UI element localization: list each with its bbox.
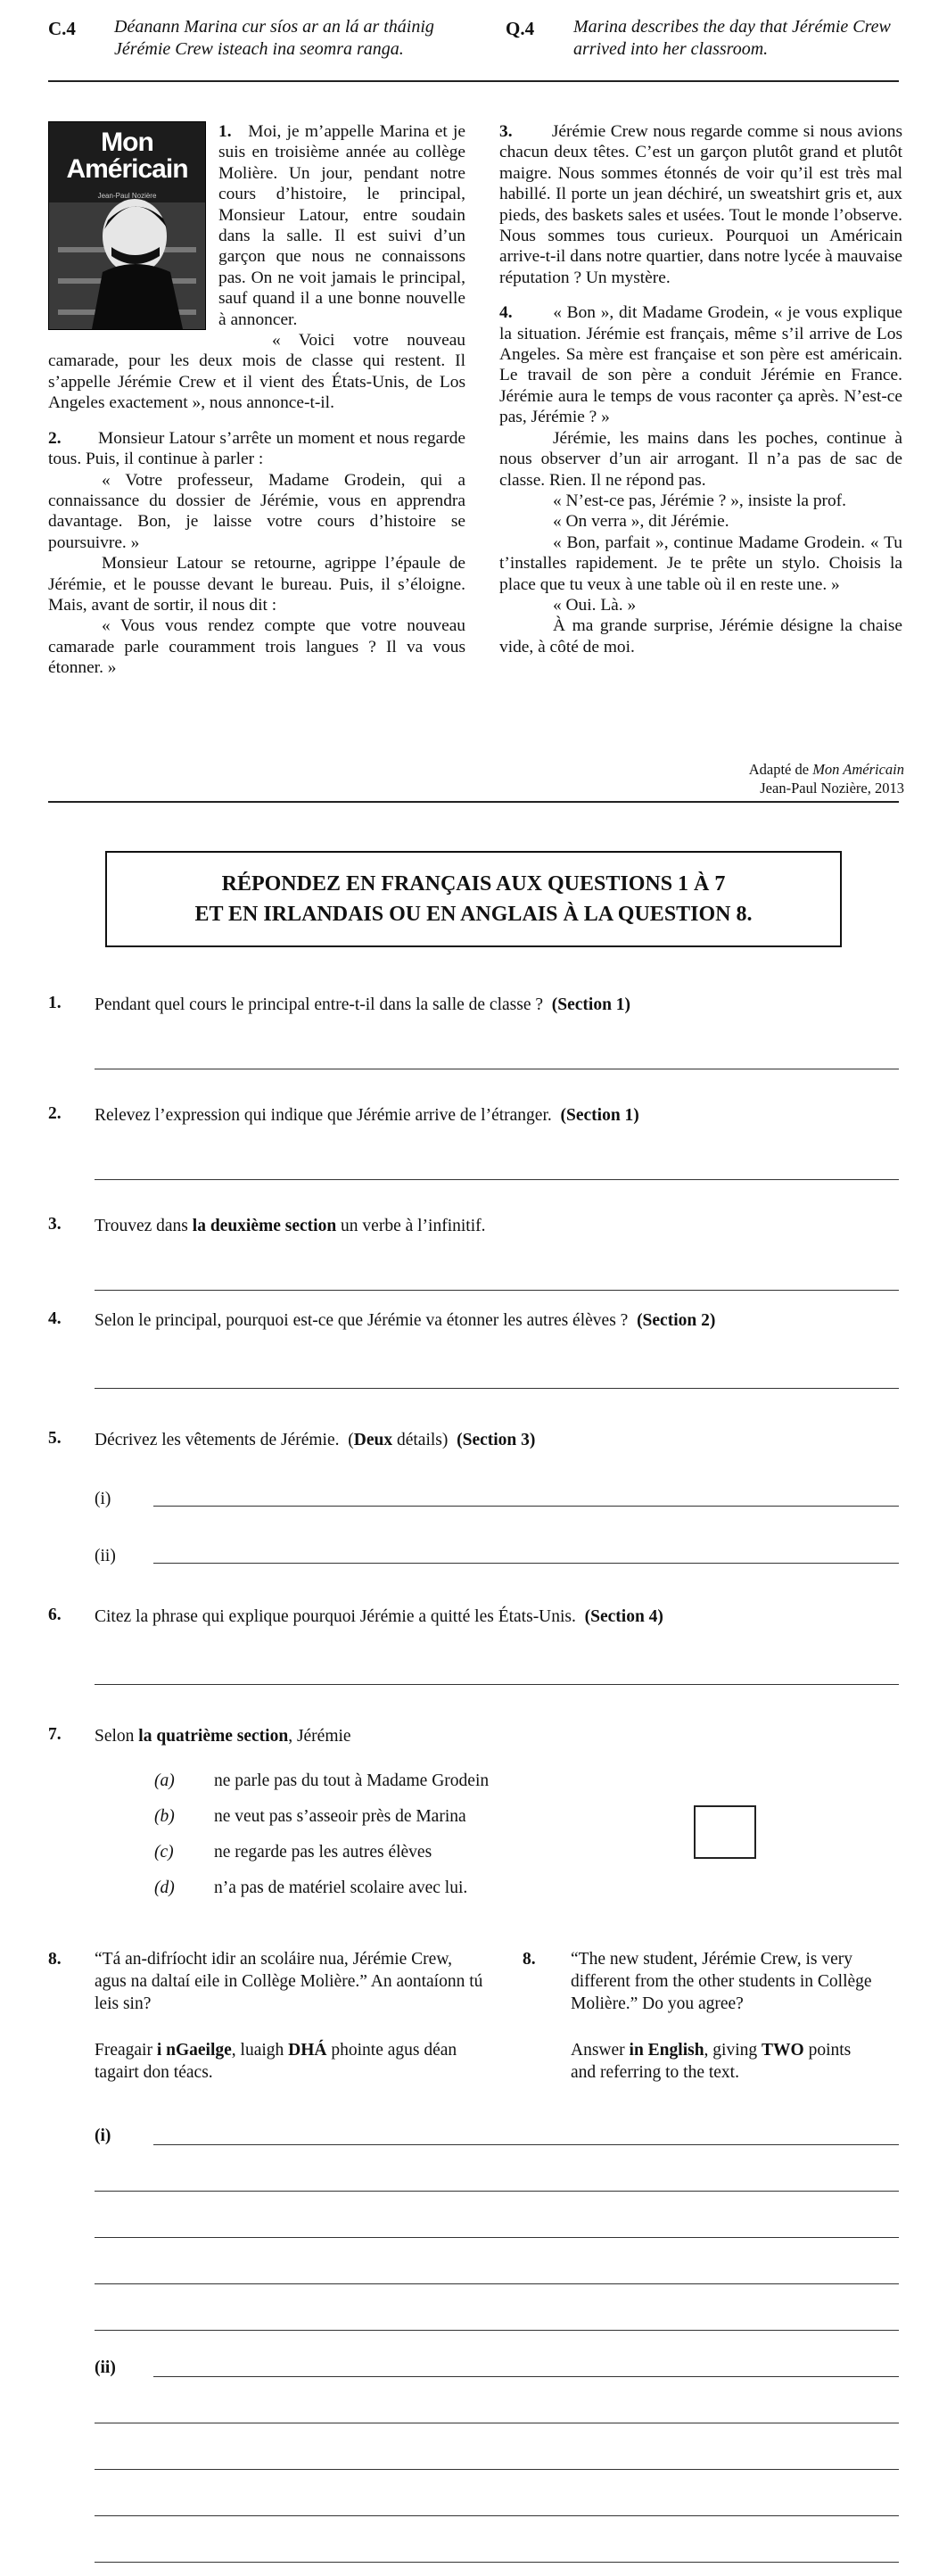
section-2-paragraph-3: Monsieur Latour se retourne, agrippe l’épaule de Jérémie, et le pousse devant le bureau. Puis, il s’éloigne. Mais, avant de sortir, il nous dit : xyxy=(48,554,465,615)
answer-line-q5-i[interactable] xyxy=(153,1506,899,1507)
section-4-paragraph-7: À ma grande surprise, Jérémie désigne la chaise vide, à côté de moi. xyxy=(499,616,902,656)
question-8-irish-text: “Tá an-difríocht idir an scoláire nua, Jérémie Crew, agus na daltaí eile in Collège Molière.” An aontaíonn tú leis sin? xyxy=(95,1950,483,2013)
text-column-right xyxy=(499,121,902,657)
question-5-ref: (Section 3) xyxy=(457,1431,536,1449)
question-2-ref: (Section 1) xyxy=(560,1106,639,1125)
question-4-number: 4. xyxy=(48,1309,62,1328)
answer-line-q8-ii-5[interactable] xyxy=(95,2562,899,2563)
answer-line-q8-i-1[interactable] xyxy=(153,2144,899,2145)
answer-line-q8-i-2[interactable] xyxy=(95,2191,899,2192)
header-left-number: C.4 xyxy=(48,18,76,39)
section-1-paragraph-1: Moi, je m’appelle Marina et je suis en troisième année au collège Molière. Un jour, pendant notre cours d’histoire, le principal, Monsieur Latour, entre soudain dans la salle. Il est suivi d’un garçon que nous ne connaissons pas. On ne voit jamais le principal, sauf quand il a une bonne nouvelle à annoncer. xyxy=(218,122,465,329)
question-6-number: 6. xyxy=(48,1606,62,1624)
text-divider xyxy=(48,801,899,803)
answer-line-q8-i-3[interactable] xyxy=(95,2237,899,2238)
question-8-label-ii: (ii) xyxy=(95,2358,116,2377)
question-5-label-ii: (ii) xyxy=(95,1547,116,1565)
credit-prefix: Adapté de xyxy=(748,761,813,778)
section-2-paragraph-1: Monsieur Latour s’arrête un moment et nous regarde tous. Puis, il continue à parler : xyxy=(48,428,466,469)
question-8-irish-instructions: Freagair i nGaeilge, luaigh DHÁ phointe agus déan tagairt don téacs. xyxy=(95,2041,457,2082)
question-8-number-english: 8. xyxy=(523,1950,536,1969)
text-column-left xyxy=(48,121,465,679)
question-4-ref: (Section 2) xyxy=(637,1311,716,1330)
question-5-number: 5. xyxy=(48,1429,62,1448)
section-4-paragraph-6: « Oui. Là. » xyxy=(553,595,637,615)
question-5: Décrivez les vêtements de Jérémie. (Deux détails) (Section 3) xyxy=(95,1431,536,1449)
instructions-line-2: ET EN IRLANDAIS OU EN ANGLAIS À LA QUESTION 8. xyxy=(194,903,753,926)
section-4-paragraph-5: « Bon, parfait », continue Madame Grodein. « Tu t’installes rapidement. Je te prête un stylo. Choisis la place que tu veux à une table où il en reste une. » xyxy=(499,533,902,594)
option-b-letter: (b) xyxy=(154,1807,175,1826)
section-3-number: 3. xyxy=(499,122,513,141)
credit-title: Mon Américain xyxy=(812,761,904,778)
option-d-letter: (d) xyxy=(154,1878,175,1897)
section-2-number: 2. xyxy=(48,428,62,448)
answer-line-q8-ii-1[interactable] xyxy=(153,2376,899,2377)
section-4-paragraph-4: « On verra », dit Jérémie. xyxy=(553,512,729,532)
answer-line-q8-ii-4[interactable] xyxy=(95,2515,899,2516)
answer-line-q5-ii[interactable] xyxy=(153,1563,899,1564)
question-2: Relevez l’expression qui indique que Jérémie arrive de l’étranger. (Section 1) xyxy=(95,1106,639,1125)
question-3-number: 3. xyxy=(48,1215,62,1234)
source-credit xyxy=(749,760,904,797)
option-b-text: ne veut pas s’asseoir près de Marina xyxy=(214,1807,466,1826)
book-cover-title: Mon Américain xyxy=(66,128,188,184)
question-5-label-i: (i) xyxy=(95,1490,111,1508)
question-3: Trouvez dans la deuxième section un verbe à l’infinitif. xyxy=(95,1217,486,1235)
option-a-letter: (a) xyxy=(154,1771,175,1790)
question-1-ref: (Section 1) xyxy=(551,995,631,1014)
section-3-paragraph-1: Jérémie Crew nous regarde comme si nous avions chacun deux têtes. C’est un garçon plutôt grand et plutôt maigre. Nous sommes étonnés de voir qu’il est très mal habillé. Il porte un jean déchiré, un sweatshirt gris et, aux pieds, des baskets sales et usées. Tout le monde l’observe. Nous sommes tous curieux. Pourquoi un Américain arrive-t-il dans notre quartier, dans notre lycée à mauvaise réputation ? Un mystère. xyxy=(499,122,903,287)
question-8-english-instructions: Answer in English, giving TWO points and referring to the text. xyxy=(571,2041,852,2082)
question-7: Selon la quatrième section, Jérémie xyxy=(95,1727,351,1746)
section-1-paragraph-2: « Voici votre nouveau camarade, pour les deux mois de classe qui restent. Il s’appelle Jérémie Crew et il vient des États-Unis, de Los Angeles exactement », nous annonce-t-il. xyxy=(48,331,465,413)
header-right-text: Marina describes the day that Jérémie Crew arrived into her classroom. xyxy=(573,17,891,59)
instructions-box xyxy=(105,851,842,947)
credit-author: Jean-Paul Nozière, 2013 xyxy=(760,780,904,797)
answer-line-q6[interactable] xyxy=(95,1684,899,1685)
question-8-number-irish: 8. xyxy=(48,1950,62,1969)
book-cover-author: Jean-Paul Nozière xyxy=(97,192,157,200)
answer-line-q2[interactable] xyxy=(95,1179,899,1180)
question-8-english-text: “The new student, Jérémie Crew, is very different from the other students in Collège Molière.” Do you agree? xyxy=(571,1950,872,2013)
header-left-text: Déanann Marina cur síos ar an lá ar tháinig Jérémie Crew isteach ina seomra ranga. xyxy=(114,17,434,59)
section-2-paragraph-4: « Vous vous rendez compte que votre nouveau camarade parle couramment trois langues ? Il va vous étonner. » xyxy=(48,616,465,678)
question-2-number: 2. xyxy=(48,1104,62,1123)
question-6-ref: (Section 4) xyxy=(584,1607,663,1626)
answer-line-q8-ii-3[interactable] xyxy=(95,2469,899,2470)
answer-line-q4[interactable] xyxy=(95,1388,899,1389)
header-divider xyxy=(48,80,899,82)
answer-line-q3[interactable] xyxy=(95,1290,899,1291)
section-4-paragraph-1: « Bon », dit Madame Grodein, « je vous explique la situation. Jérémie est français, même s’il arrive de Los Angeles. Sa mère est française et son père est américain. Le travail de son père a conduit Jérémie en France. Jérémie aura le temps de vous raconter ça après. N’est-ce pas, Jérémie ? » xyxy=(499,303,903,427)
section-2-paragraph-2: « Votre professeur, Madame Grodein, qui a connaissance du dossier de Jérémie, vous en apprendra davantage. Bon, je laisse votre cours d’histoire se poursuivre. » xyxy=(48,470,465,552)
answer-line-q8-i-5[interactable] xyxy=(95,2330,899,2331)
section-1-number: 1. xyxy=(218,122,232,141)
option-d-text: n’a pas de matériel scolaire avec lui. xyxy=(214,1878,468,1897)
option-a-text: ne parle pas du tout à Madame Grodein xyxy=(214,1771,490,1790)
section-4-paragraph-2: Jérémie, les mains dans les poches, continue à nous observer d’un air arrogant. Il n’a pas de sac de classe. Rien. Il ne répond pas. xyxy=(499,428,902,490)
section-4-number: 4. xyxy=(499,303,513,323)
answer-line-q8-i-4[interactable] xyxy=(95,2283,899,2284)
header-right-number: Q.4 xyxy=(506,18,535,39)
question-7-number: 7. xyxy=(48,1725,62,1744)
option-c-text: ne regarde pas les autres élèves xyxy=(214,1843,432,1862)
question-1: Pendant quel cours le principal entre-t-il dans la salle de classe ? (Section 1) xyxy=(95,995,631,1014)
question-4: Selon le principal, pourquoi est-ce que Jérémie va étonner les autres élèves ? (Section 2) xyxy=(95,1311,716,1330)
question-8-label-i: (i) xyxy=(95,2126,111,2145)
answer-box-q7[interactable] xyxy=(694,1805,756,1859)
section-4-paragraph-3: « N’est-ce pas, Jérémie ? », insiste la prof. xyxy=(553,491,846,510)
book-cover-image xyxy=(48,121,206,330)
question-6: Citez la phrase qui explique pourquoi Jérémie a quitté les États-Unis. (Section 4) xyxy=(95,1607,663,1626)
instructions-line-1: RÉPONDEZ EN FRANÇAIS AUX QUESTIONS 1 À 7 xyxy=(221,872,726,896)
question-1-number: 1. xyxy=(48,994,62,1012)
option-c-letter: (c) xyxy=(154,1843,174,1862)
